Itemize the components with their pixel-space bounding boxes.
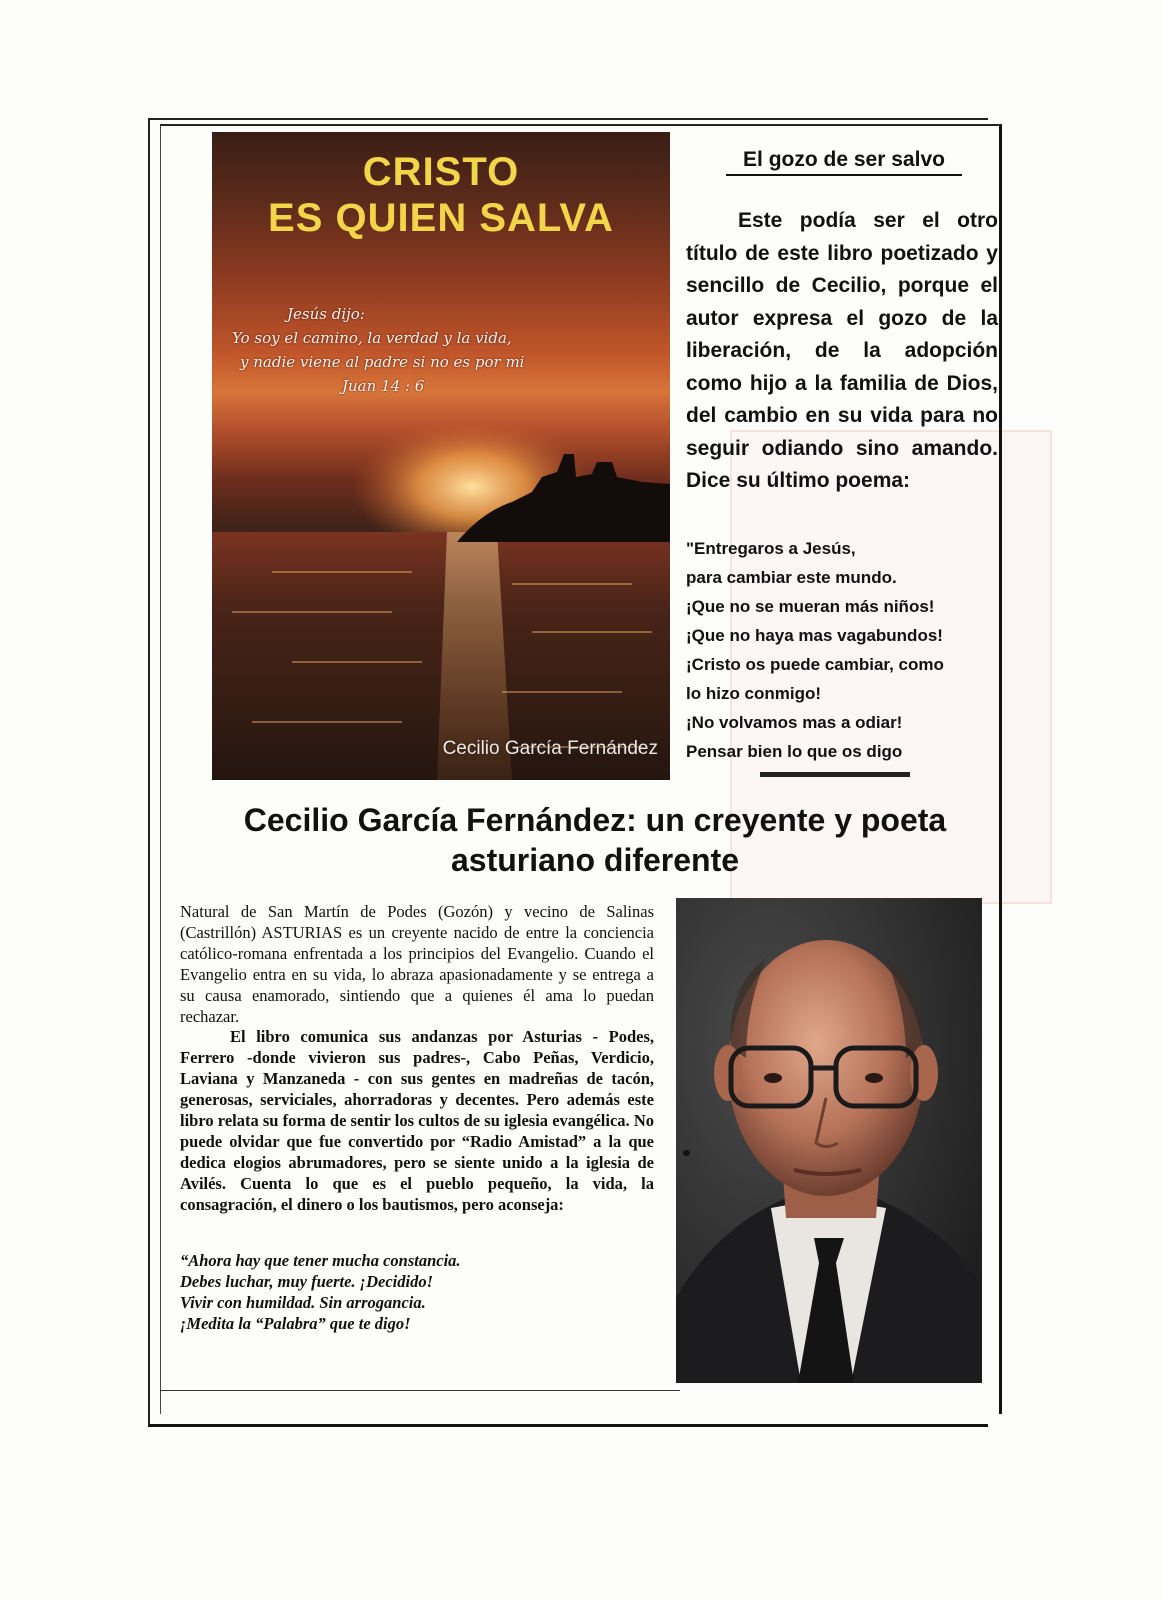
poem-line: para cambiar este mundo.: [686, 568, 897, 587]
verse-line: ¡Medita la “Palabra” que te digo!: [180, 1314, 411, 1333]
cover-title-line1: CRISTO: [362, 150, 520, 194]
poem-line: ¡Que no haya mas vagabundos!: [686, 626, 943, 645]
article-paragraph-2: El libro comunica sus andanzas por Asturias - Podes, Ferrero -donde vivieron sus padres-, Cabo Peñas, Verdicio, Laviana y Manzaneda - con sus gentes en madreñas de tacón, generosas, serviciales, ahorradoras y decentes. Pero además este libro relata su forma de sentir los cultos de su iglesia evangélica. No puede olvidar que fue convertido por “Radio Amistad” a la que dedica elogios abrumadores, pero se siente unido a la iglesia de Avilés. Cuenta lo que es el pueblo pequeño, la vida, la consagración, el dinero o los bautismos, pero aconseja:: [180, 1027, 654, 1214]
verse-line: Debes luchar, muy fuerte. ¡Decidido!: [180, 1272, 433, 1291]
poem-line: ¡No volvamos mas a odiar!: [686, 713, 903, 732]
author-portrait-photo: [676, 898, 982, 1383]
book-cover-image: [212, 132, 670, 780]
cover-quote-line2: Yo soy el camino, la verdad y la vida,: [232, 329, 512, 347]
article-headline: [200, 800, 990, 880]
article-verse: [180, 1250, 654, 1334]
section-separator: [760, 772, 910, 777]
headline-line2: asturiano diferente: [450, 842, 740, 878]
cover-quote-line3: y nadie viene al padre si no es por mi: [240, 353, 525, 371]
headline-line1: Cecilio García Fernández: un creyente y poeta: [243, 802, 947, 838]
cover-quote-line4: Juan 14 : 6: [342, 377, 425, 395]
article-paragraph-1: Natural de San Martín de Podes (Gozón) y vecino de Salinas (Castrillón) ASTURIAS es un creyente nacido de entre la conciencia católico-romana enfrentada a los principios del Evangelio. Cuando el Evangelio entra en su vida, lo abraza apasionadamente y se entrega a su causa enamorado, sintiendo que a quienes él ama lo puedan rechazar.: [180, 902, 654, 1026]
article-body: [180, 902, 654, 1216]
poem-line: ¡Cristo os puede cambiar, como: [686, 655, 944, 674]
cover-quote-line1: Jesús dijo:: [287, 305, 365, 323]
verse-line: Vivir con humildad. Sin arrogancia.: [180, 1293, 426, 1312]
poem-line: lo hizo conmigo!: [686, 684, 822, 703]
sidebar-poem: [686, 534, 998, 766]
cover-title-line2: ES QUIEN SALVA: [268, 196, 614, 240]
print-speck: [683, 1150, 690, 1156]
portrait-illustration: [676, 898, 982, 1383]
poem-line: Pensar bien lo que os digo: [686, 742, 903, 761]
frame-divider: [160, 1390, 680, 1391]
cover-author: Cecilio García Fernández: [442, 738, 658, 759]
sidebar-heading: El gozo de ser salvo: [726, 146, 962, 176]
verse-line: “Ahora hay que tener mucha constancia.: [180, 1251, 461, 1270]
poem-line: "Entregaros a Jesús,: [686, 539, 856, 558]
sidebar-paragraph: Este podía ser el otro título de este libro poetizado y sencillo de Cecilio, porque el autor expresa el gozo de la liberación, de la adopción como hijo a la familia de Dios, del cambio en su vida para no seguir odiando sino amando. Dice su último poema:: [686, 209, 998, 492]
poem-line: ¡Que no se mueran más niños!: [686, 597, 935, 616]
sidebar-body: [686, 205, 998, 498]
